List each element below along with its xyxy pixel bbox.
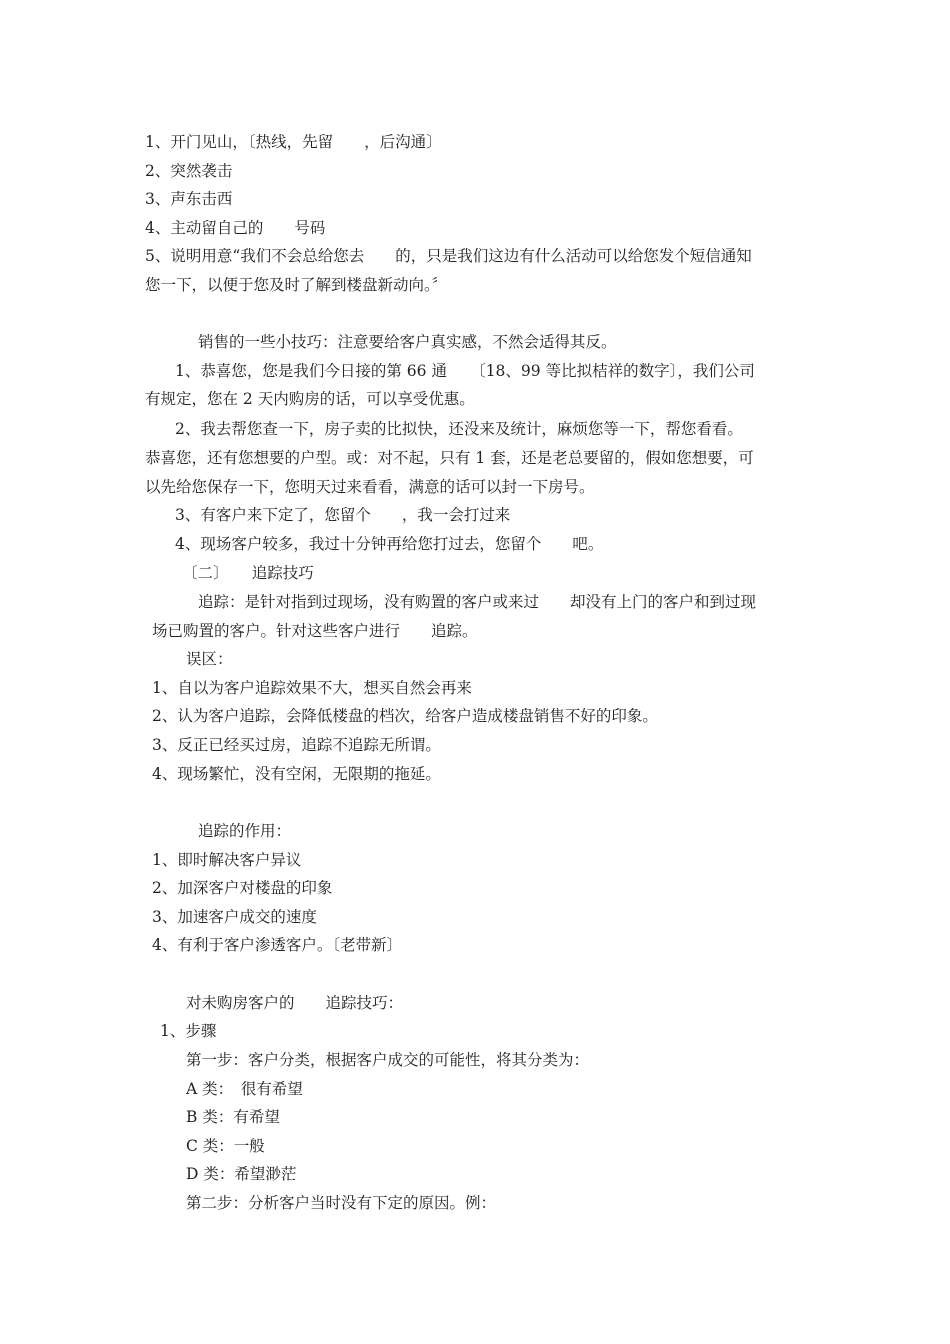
text-line: 3、加速客户成交的速度 [152, 908, 317, 926]
text-line: 1、恭喜您，您是我们今日接的第 66 通 〔18、99 等比拟桔祥的数字〕，我们公司 [175, 362, 755, 380]
text-line: 2、认为客户追踪，会降低楼盘的档次，给客户造成楼盘销售不好的印象。 [152, 707, 658, 725]
text-line: 追踪的作用： [198, 822, 292, 840]
text-line: 场已购置的客户。针对这些客户进行 追踪。 [152, 622, 478, 640]
text-line: 恭喜您，还有您想要的户型。或：对不起，只有 1 套，还是老总要留的，假如您想要，可 [145, 449, 754, 467]
text-line: 对未购房客户的 追踪技巧： [186, 994, 404, 1012]
text-line: 销售的一些小技巧：注意要给客户真实感，不然会适得其反。 [198, 333, 617, 351]
text-line: 2、突然袭击 [145, 162, 233, 180]
text-line: 误区： [186, 650, 233, 668]
text-line: B 类：有希望 [186, 1108, 280, 1126]
text-line: 以先给您保存一下，您明天过来看看，满意的话可以封一下房号。 [145, 478, 595, 496]
text-line: D 类：希望渺茫 [186, 1165, 297, 1183]
text-line: 3、有客户来下定了，您留个 ，我一会打过来 [175, 506, 511, 524]
text-line: 1、即时解决客户异议 [152, 851, 302, 869]
text-line: A 类： 很有希望 [186, 1080, 303, 1098]
text-line: 4、有利于客户渗透客户。〔老带新〕 [152, 936, 403, 954]
text-line: 3、反正已经买过房，追踪不追踪无所谓。 [152, 736, 441, 754]
text-line: 有规定，您在 2 天内购房的话，可以享受优惠。 [145, 390, 475, 408]
text-line: 追踪：是针对指到过现场，没有购置的客户或来过 却没有上门的客户和到过现 [198, 593, 757, 611]
text-line: 4、现场客户较多，我过十分钟再给您打过去，您留个 吧。 [175, 535, 604, 553]
text-line: 3、声东击西 [145, 190, 233, 208]
text-line: 1、自以为客户追踪效果不大，想买自然会再来 [152, 679, 472, 697]
text-line: 第二步：分析客户当时没有下定的原因。例： [186, 1194, 497, 1212]
text-line: 4、现场繁忙，没有空闲，无限期的拖延。 [152, 765, 441, 783]
text-line: 5、说明用意“我们不会总给您去 的，只是我们这边有什么活动可以给您发个短信通知 [145, 247, 752, 265]
text-line: 您一下，以便于您及时了解到楼盘新动向。〞 [145, 276, 448, 294]
text-line: 2、加深客户对楼盘的印象 [152, 879, 333, 897]
section-heading: 〔二〕 追踪技巧 [182, 564, 314, 582]
text-line: 1、开门见山，〔热线，先留 ，后沟通〕 [145, 133, 442, 151]
text-line: 1、步骤 [160, 1022, 217, 1040]
text-line: C 类：一般 [186, 1137, 265, 1155]
text-line: 第一步：客户分类，根据客户成交的可能性，将其分类为： [186, 1051, 590, 1069]
text-line: 4、主动留自己的 号码 [145, 219, 326, 237]
text-line: 2、我去帮您查一下，房子卖的比拟快，还没来及统计，麻烦您等一下，帮您看看。 [175, 420, 743, 438]
